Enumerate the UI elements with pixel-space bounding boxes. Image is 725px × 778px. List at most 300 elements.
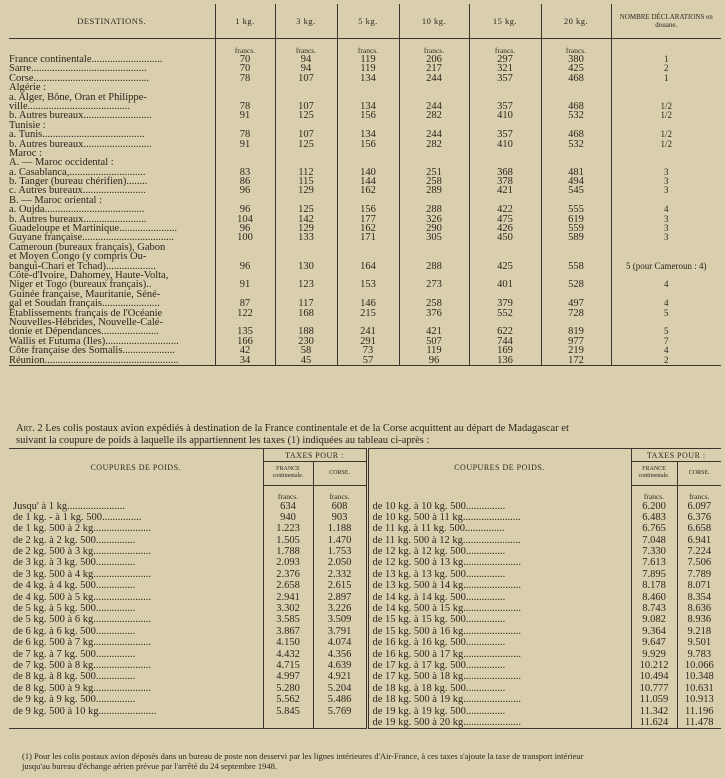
tax-value: 8.354	[687, 591, 712, 603]
rate-value: 96	[239, 185, 251, 197]
tax-value: 5.486	[327, 694, 352, 706]
tax-value: 10.066	[684, 659, 714, 671]
unit-francs: francs.	[275, 39, 337, 56]
weight-cut: de 5 kg. 500 à 6 kg......................	[13, 614, 151, 626]
tax-value: 7.048	[642, 534, 666, 546]
weight-cut: de 14 kg. 500 à 15 kg......................	[372, 603, 521, 615]
rate-value: 273	[426, 279, 442, 291]
rate-value: 468	[568, 72, 584, 84]
rate-value: 168	[298, 307, 314, 319]
declaration-count: 3	[664, 166, 669, 177]
empty-cell	[612, 83, 722, 92]
tax-value: 3.226	[327, 603, 352, 615]
rate-value: 107	[298, 72, 314, 84]
rate-value: 481	[568, 166, 584, 178]
tax-value: 8.178	[642, 580, 666, 592]
tax-value: 11.478	[685, 716, 714, 728]
rate-value: 73	[362, 345, 374, 357]
weight-cut: de 12 kg. à 12 kg. 500...............	[372, 546, 506, 558]
tax-value: 3.585	[276, 614, 300, 626]
tax-value: 6.941	[687, 534, 712, 546]
rate-value: 153	[360, 279, 376, 291]
weight-cut: de 16 kg. 500 à 17 kg......................	[372, 648, 521, 660]
rate-value: 91	[239, 138, 251, 150]
rate-value: 162	[360, 185, 376, 197]
rate-value: 107	[298, 100, 314, 112]
unit-blank-left	[9, 485, 263, 501]
rate-value: 87	[239, 298, 251, 310]
tax-value: 6.658	[687, 523, 712, 535]
tax-value: 4.921	[327, 671, 352, 683]
tax-value: 9.783	[687, 648, 712, 660]
article-text: Les colis postaux avion expédiés à destination de la France continentale et de la Corse acquittent au départ de Madagascar et	[42, 423, 569, 434]
header-15kg: 15 kg.	[469, 4, 541, 39]
weight-cut: de 8 kg. à 8 kg. 500...............	[13, 671, 136, 683]
rate-value: 129	[298, 223, 314, 235]
tax-value: 7.330	[642, 546, 666, 558]
declaration-count: 2	[664, 354, 669, 365]
rate-value: 559	[568, 223, 584, 235]
rate-value: 156	[360, 110, 376, 122]
rate-value: 156	[360, 204, 376, 216]
destinations-rate-table	[9, 4, 721, 366]
rate-value: 171	[360, 232, 376, 244]
weight-cut: de 11 kg. 500 à 12 kg......................	[372, 534, 521, 546]
weight-cut: de 4 kg. à 4 kg. 500...............	[13, 580, 136, 592]
rate-column	[215, 55, 275, 365]
rate-value: 96	[239, 223, 251, 235]
destination-name: Niger et Togo (bureaux français)..	[9, 279, 152, 291]
weight-cut: de 3 kg. 500 à 4 kg......................	[13, 568, 151, 580]
tax-value: 4.356	[327, 648, 352, 660]
weight-cut: de 2 kg. 500 à 3 kg......................	[13, 546, 151, 558]
empty-cell	[470, 83, 541, 92]
unit-francs: francs.	[215, 39, 275, 56]
unit-francs: francs.	[337, 39, 399, 56]
rate-value: 619	[568, 213, 584, 225]
empty-cell	[612, 149, 722, 158]
tax-value: 5.562	[276, 694, 300, 706]
rate-value: 172	[568, 354, 584, 366]
rate-value: 977	[568, 335, 584, 347]
tax-value: 8.936	[687, 614, 712, 626]
rate-value: 146	[360, 298, 376, 310]
rate-value: 468	[568, 100, 584, 112]
rate-value: 177	[360, 213, 376, 225]
rate-value: 217	[426, 63, 442, 75]
destination-name: Sarre............................................	[9, 63, 147, 75]
tax-value: 2.332	[327, 568, 352, 580]
tax-value: 4.150	[276, 637, 300, 649]
empty-cell	[276, 149, 337, 158]
destination-name: Guyane française...................................	[9, 232, 175, 244]
cuts-column-right	[367, 501, 631, 729]
header-france-left: FRANCE continentale.	[263, 462, 313, 485]
rate-value: 133	[298, 232, 314, 244]
rate-value: 96	[239, 260, 251, 272]
rate-value: 188	[298, 326, 314, 338]
declaration-count: 5 (pour Cameroun : 4)	[626, 260, 707, 271]
destination-name: a. Alger, Bône, Oran et Philippe-	[9, 91, 147, 103]
rate-value: 528	[568, 279, 584, 291]
empty-cell	[542, 83, 611, 92]
rate-value: 96	[239, 204, 251, 216]
rate-value: 289	[426, 185, 442, 197]
rate-value: 494	[568, 176, 584, 188]
tax-value: 6.483	[642, 511, 666, 523]
empty-cell	[400, 243, 469, 252]
header-1kg: 1 kg.	[215, 4, 275, 39]
empty-cell	[400, 83, 469, 92]
rate-value: 555	[568, 204, 584, 216]
rate-value: 91	[239, 110, 251, 122]
rate-value: 57	[362, 354, 374, 366]
destination-name: Tunisie :	[9, 119, 46, 131]
rate-value: 125	[298, 204, 314, 216]
destination-name: c. Autres bureaux........................	[9, 185, 146, 197]
weight-cut: de 19 kg. à 19 kg. 500...............	[372, 705, 506, 717]
tax-value: 6.097	[687, 500, 712, 512]
tax-value: 8.071	[687, 580, 712, 592]
empty-cell	[338, 243, 399, 252]
tax-value: 3.302	[276, 603, 300, 615]
empty-cell	[338, 149, 399, 158]
tax-value: 7.506	[687, 557, 712, 569]
rate-value: 321	[497, 63, 513, 75]
header-cuts-right: COUPURES DE POIDS.	[367, 449, 631, 486]
rate-value: 497	[568, 298, 584, 310]
tax-value: 4.074	[327, 637, 352, 649]
header-5kg: 5 kg.	[337, 4, 399, 39]
tax-value: 11.059	[639, 694, 669, 706]
rate-value: 136	[497, 354, 513, 366]
rate-value: 96	[428, 354, 440, 366]
weight-cut: de 9 kg. à 9 kg. 500...............	[13, 694, 136, 706]
rate-value: 410	[497, 110, 513, 122]
rate-value: 244	[426, 72, 442, 84]
rate-value: 368	[497, 166, 513, 178]
weight-cut: de 15 kg. 500 à 16 kg......................	[372, 625, 521, 637]
header-taxes-right: TAXES POUR :	[631, 449, 721, 462]
weight-cut: de 9 kg. 500 à 10 kg......................	[13, 705, 157, 717]
weight-cut: de 3 kg. à 3 kg. 500...............	[13, 557, 136, 569]
declaration-count: 7	[664, 335, 669, 346]
tax-value: 11.624	[639, 716, 669, 728]
rate-value: 282	[426, 110, 442, 122]
weight-cut: de 7 kg. 500 à 8 kg......................	[13, 659, 151, 671]
destination-name: gal et Soudan français......................	[9, 298, 160, 310]
declaration-count: 4	[664, 345, 669, 356]
rate-value: 134	[360, 72, 376, 84]
tax-value: 4.997	[276, 671, 300, 683]
destination-name: Côte française des Somalis....................	[9, 345, 175, 357]
tax-value: 10.348	[684, 671, 714, 683]
rate-value: 376	[426, 307, 442, 319]
article-text-2: suivant la coupure de poids à laquelle ils appartiennent les taxes (1) indiquées au tableau ci-après :	[16, 435, 430, 446]
rate-value: 532	[568, 110, 584, 122]
rate-value: 290	[426, 223, 442, 235]
tax-value: 2.941	[276, 591, 300, 603]
declaration-count: 1/2	[660, 110, 672, 121]
declarations-column	[611, 55, 721, 365]
tax-value: 903	[331, 511, 348, 523]
rate-value: 288	[426, 260, 442, 272]
rate-value: 94	[300, 55, 312, 65]
tax-value: 3.791	[327, 625, 352, 637]
unit-blank	[9, 39, 215, 56]
rate-value: 34	[239, 354, 251, 366]
rate-value: 378	[497, 176, 513, 188]
header-corse-left: CORSE.	[313, 462, 367, 485]
destination-name: b. Autres bureaux........................	[9, 213, 147, 225]
rate-value: 532	[568, 138, 584, 150]
declaration-count: 1/2	[660, 100, 672, 111]
tax-value: 4.432	[276, 648, 300, 660]
rate-value: 144	[360, 176, 376, 188]
destination-name: donie et Dépendances......................	[9, 326, 159, 338]
rate-value: 206	[426, 55, 442, 65]
empty-cell	[400, 149, 469, 158]
empty-cell	[542, 149, 611, 158]
rate-value: 258	[426, 298, 442, 310]
rate-value: 70	[239, 55, 251, 65]
destination-name: B. — Maroc oriental :	[9, 194, 103, 206]
rate-column	[275, 55, 337, 365]
tax-value: 3.509	[327, 614, 352, 626]
destination-name: Guinée française, Mauritanie, Séné-	[9, 288, 161, 300]
declaration-count: 5	[664, 326, 669, 337]
rate-value: 282	[426, 138, 442, 150]
rate-value: 558	[568, 260, 584, 272]
destination-name: Wallis et Futuma (Iles)............................	[9, 335, 179, 347]
rate-value: 140	[360, 166, 376, 178]
rate-value: 58	[300, 345, 312, 357]
weight-cut: de 18 kg. 500 à 19 kg......................	[372, 694, 521, 706]
rate-value: 130	[298, 260, 314, 272]
rate-value: 166	[237, 335, 253, 347]
rate-value: 421	[426, 326, 442, 338]
rate-value: 297	[497, 55, 513, 65]
footnote-line-1: (1) Pour les colis postaux avion déposés dans un bureau de poste non desservi par les lignes intérieures d'Air-France, à ces taxes s'ajoute la taxe de transport intérieur	[22, 751, 584, 761]
weight-cut: de 17 kg. 500 à 18 kg......................	[372, 671, 521, 683]
tax-value: 2.615	[327, 580, 352, 592]
destination-name: Guadeloupe et Martinique......................	[9, 223, 177, 235]
article-2-paragraph	[16, 423, 722, 447]
article-label: Art. 2	[16, 423, 43, 434]
empty-cell	[216, 243, 275, 252]
destination-name: A. — Maroc occidental :	[9, 157, 114, 169]
rate-value: 291	[360, 335, 376, 347]
weight-cut: de 5 kg. à 5 kg. 500...............	[13, 603, 136, 615]
rate-value: 134	[360, 100, 376, 112]
rate-value: 86	[239, 176, 251, 188]
rate-value: 728	[568, 307, 584, 319]
unit-francs: francs.	[541, 39, 611, 56]
rate-value: 357	[497, 72, 513, 84]
weight-cut: de 13 kg. 500 à 14 kg......................	[372, 580, 521, 592]
corse-column-right	[677, 501, 721, 729]
empty-cell	[276, 83, 337, 92]
rate-value: 244	[426, 100, 442, 112]
footnote-line-2: jusqu'au bureau d'échange aérien prévue par l'arrêté du 24 septembre 1948.	[22, 761, 277, 771]
rate-value: 122	[237, 307, 253, 319]
rate-value: 125	[298, 138, 314, 150]
rate-value: 410	[497, 138, 513, 150]
declaration-count: 2	[664, 63, 669, 74]
destination-name: Etablissements français de l'Océanie	[9, 307, 163, 319]
weight-cut: de 10 kg. 500 à 11 kg......................	[372, 511, 521, 523]
destination-name: a. Casablanca,.............................	[9, 166, 146, 178]
tax-value: 8.636	[687, 603, 712, 615]
rate-value: 450	[497, 232, 513, 244]
rate-value: 107	[298, 129, 314, 141]
weight-cut-tax-table	[9, 448, 721, 729]
destination-name: a. Tunis.......................................	[9, 129, 145, 141]
rate-value: 78	[239, 100, 251, 112]
declaration-count: 1/2	[660, 129, 672, 140]
destination-name: Côte-d'Ivoire, Dahomey, Haute-Volta,	[9, 269, 169, 281]
rate-value: 421	[497, 185, 513, 197]
rate-value: 288	[426, 204, 442, 216]
rate-value: 117	[298, 298, 314, 310]
unit-blank	[611, 39, 721, 56]
destination-name: Réunion...................................................	[9, 354, 179, 366]
rate-value: 589	[568, 232, 584, 244]
unit-francs: francs.	[313, 485, 367, 501]
tax-value: 11.196	[685, 705, 714, 717]
unit-blank-right	[367, 485, 631, 501]
declaration-count: 4	[664, 298, 669, 309]
weight-cut: de 16 kg. à 16 kg. 500...............	[372, 637, 506, 649]
tax-value: 5.769	[327, 705, 352, 717]
corse-column-left	[313, 501, 367, 729]
tax-value: 7.895	[642, 568, 666, 580]
weight-cut: de 6 kg. 500 à 7 kg......................	[13, 637, 151, 649]
rate-value: 475	[497, 213, 513, 225]
declaration-count: 3	[664, 176, 669, 187]
empty-cell	[338, 83, 399, 92]
rate-value: 78	[239, 72, 251, 84]
rate-value: 135	[237, 326, 253, 338]
tax-value: 3.867	[276, 625, 300, 637]
header-3kg: 3 kg.	[275, 4, 337, 39]
rate-value: 215	[360, 307, 376, 319]
destination-name: Algérie :	[9, 82, 47, 94]
rate-value: 119	[360, 55, 376, 65]
declaration-count: 1	[664, 55, 669, 64]
declaration-count: 3	[664, 232, 669, 243]
rate-value: 819	[568, 326, 584, 338]
tax-value: 10.913	[684, 694, 714, 706]
rate-value: 622	[497, 326, 513, 338]
header-cuts-left: COUPURES DE POIDS.	[90, 462, 182, 472]
destination-name: bangui-Chari et Tchad)...................	[9, 260, 156, 272]
tax-value: 1.753	[327, 546, 352, 558]
rate-value: 258	[426, 176, 442, 188]
tax-value: 9.364	[642, 625, 666, 637]
rate-value: 425	[497, 260, 513, 272]
tax-value: 9.082	[642, 614, 666, 626]
rate-value: 305	[426, 232, 442, 244]
tax-value: 608	[331, 500, 348, 512]
unit-francs: francs.	[399, 39, 469, 56]
rate-value: 422	[497, 204, 513, 216]
tax-value: 6.376	[687, 511, 712, 523]
weight-cut: de 14 kg. à 14 kg. 500...............	[372, 591, 506, 603]
destination-name: France continentale...........................	[9, 55, 163, 65]
rate-value: 94	[300, 63, 312, 75]
declaration-count: 1/2	[660, 138, 672, 149]
declaration-count: 1	[664, 72, 669, 83]
rate-column	[541, 55, 611, 365]
tax-value: 9.929	[642, 648, 666, 660]
empty-cell	[276, 243, 337, 252]
rate-value: 169	[497, 345, 513, 357]
destination-name: b. Tanger (bureau chérifien)........	[9, 176, 148, 188]
empty-cell	[216, 83, 275, 92]
rate-value: 468	[568, 129, 584, 141]
header-corse-right: CORSE.	[677, 462, 721, 485]
header-20kg: 20 kg.	[541, 4, 611, 39]
weight-cut: de 13 kg. à 13 kg. 500...............	[372, 568, 506, 580]
tax-value: 8.743	[642, 603, 666, 615]
tax-value: 10.631	[684, 682, 714, 694]
rate-value: 119	[360, 63, 376, 75]
rate-value: 251	[426, 166, 442, 178]
declaration-count: 3	[664, 223, 669, 234]
rate-value: 357	[497, 100, 513, 112]
rate-value: 244	[426, 129, 442, 141]
france-column-right	[631, 501, 677, 729]
tax-value: 5.280	[276, 682, 300, 694]
tax-value: 1.470	[327, 534, 352, 546]
rate-value: 507	[426, 335, 442, 347]
tax-value: 6.765	[642, 523, 666, 535]
rate-value: 123	[298, 279, 314, 291]
destination-name: Maroc :	[9, 147, 42, 159]
rate-value: 129	[298, 185, 314, 197]
tax-value: 2.093	[276, 557, 300, 569]
weight-cut: de 17 kg. à 17 kg. 500...............	[372, 659, 506, 671]
empty-cell	[216, 149, 275, 158]
rate-value: 112	[298, 166, 314, 178]
rate-value: 91	[239, 279, 251, 291]
header-declarations: NOMBRE DÉCLARATIONS en douane.	[611, 4, 721, 39]
rate-column	[399, 55, 469, 365]
weight-cut: de 1 kg. - à 1 kg. 500...............	[13, 511, 142, 523]
tax-value: 9.501	[687, 637, 712, 649]
tax-value: 10.494	[639, 671, 669, 683]
empty-cell	[470, 243, 541, 252]
rate-value: 401	[497, 279, 513, 291]
header-destinations: DESTINATIONS.	[9, 4, 215, 39]
tax-value: 7.224	[687, 546, 712, 558]
rate-value: 326	[426, 213, 442, 225]
declaration-count: 3	[664, 213, 669, 224]
rate-value: 357	[497, 129, 513, 141]
empty-cell	[470, 149, 541, 158]
rate-value: 125	[298, 110, 314, 122]
tax-value: 5.845	[276, 705, 300, 717]
tax-value: 10.212	[639, 659, 669, 671]
footnote	[22, 751, 722, 771]
tax-value: 1.188	[327, 523, 352, 535]
tax-value: 1.788	[276, 546, 300, 558]
tax-value: 2.376	[276, 568, 300, 580]
weight-cut: de 15 kg. à 15 kg. 500...............	[372, 614, 506, 626]
weight-cut: de 7 kg. à 7 kg. 500...............	[13, 648, 136, 660]
weight-cut: de 1 kg. 500 à 2 kg......................	[13, 523, 151, 535]
